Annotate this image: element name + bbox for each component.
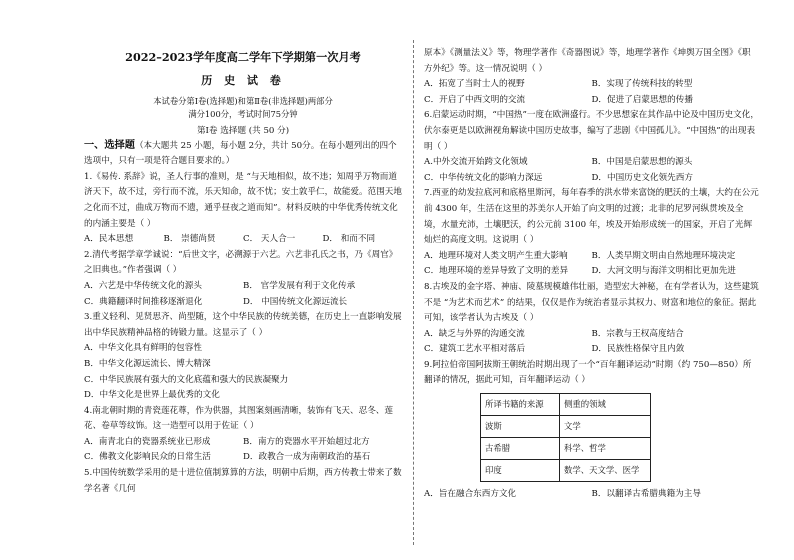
question-4 xyxy=(84,404,402,466)
table-cell: 文学 xyxy=(560,416,651,438)
question-stem: 4.南北朝时期的青瓷莲花尊，作为供器，其图案刻画清晰，装饰有飞天、忍冬、莲花、卷草等纹饰。这一造型可以用于佐证（ ） xyxy=(84,405,393,432)
option-row xyxy=(424,155,759,171)
option-d: D．中华文化是世界上最优秀的文化 xyxy=(84,390,220,401)
question-8 xyxy=(424,280,759,358)
section-instruction: （本大题共 25 小题，每小题 2分，共计 50分。在每小题列出的四个选项中，只有一项是符合题目要求的。） xyxy=(84,140,397,167)
table-row xyxy=(481,438,651,460)
option-d: D．民族性格保守且内敛 xyxy=(591,344,685,355)
question-stem: 5.中国传统数学采用的是十进位值制算算的方法，明朝中后期，西方传教士带来了数学名著《几何 xyxy=(84,468,402,494)
question-stem: 6.启蒙运动时期，“中国热”一度在欧洲盛行。不少思想家在其作品中论及中国历史文化，伏尔泰更是以欧洲视角解读中国历史故事，编写了悲剧《中国孤儿》。“中国热”的出现表明（ ） xyxy=(424,110,759,152)
option-a: A．缺乏与外界的沟通交流 xyxy=(424,328,525,339)
option-d: D．促进了启蒙思想的传播 xyxy=(591,94,693,105)
option-d: D．大河文明与海洋文明相比更加先进 xyxy=(591,266,736,277)
table-cell: 数学、天文学、医学 xyxy=(560,460,651,482)
exam-info-line-2: 满分100分，考试时间75分钟 xyxy=(188,109,298,120)
section-heading: 一、选择题 xyxy=(84,138,135,151)
question-2 xyxy=(84,248,402,310)
option-c: C．典籍翻译时间推移逐渐退化 xyxy=(84,296,203,307)
question-stem: 9.阿拉伯帝国阿拔斯王朝统治时期出现了一个“百年翻译运动”时期（约 750—850）所翻译的情况，据此可知，百年翻译运动（ ） xyxy=(424,359,752,386)
table-cell: 科学、哲学 xyxy=(560,438,651,460)
option-row xyxy=(424,93,759,109)
option-a: A．六艺是中华传统文化的源头 xyxy=(84,280,202,291)
option-row xyxy=(84,435,402,451)
option-b: B．以翻译古希腊典籍为主导 xyxy=(591,489,701,500)
left-column xyxy=(84,46,402,497)
question-stem: 8.古埃及的金字塔、神庙、陵墓规模雄伟壮丽，造型宏大神秘，在有学者认为，这些建筑不是 “为艺术而艺术” 的结果，仅仅是作为统治者显示其权力、财富和地位的象征。据此可知，该学者认为古埃及（ ） xyxy=(424,281,759,324)
table-cell: 印度 xyxy=(481,460,560,482)
table-row xyxy=(481,416,651,438)
option-a: A．南青北白的瓷器系统业已形成 xyxy=(84,436,211,447)
option-a: A．旨在融合东西方文化 xyxy=(424,489,517,500)
option-c: C． 天人合一 xyxy=(243,234,296,245)
option-row xyxy=(84,232,402,248)
column-divider xyxy=(413,40,414,545)
question-stem: 原本》《测量法义》等，物理学著作《奇器图说》等，地理学著作《坤舆万国全图》《职方外纪》等。这一情况说明（ ） xyxy=(424,48,751,74)
option-row xyxy=(424,342,759,358)
question-7 xyxy=(424,186,759,280)
option-c: C．中华民族展有强大的文化底蕴和强大的民族凝聚力 xyxy=(84,374,289,385)
option-a: A．中华文化具有鲜明的包容性 xyxy=(84,343,202,354)
option-d: D． 中国传统文化源远流长 xyxy=(243,296,348,307)
exam-info-line-1: 本试卷分第Ⅰ卷(选择题)和第Ⅱ卷(非选择题)两部分 xyxy=(153,95,333,106)
option-d: D．政教合一成为南朝政治的基石 xyxy=(243,452,371,463)
option-row xyxy=(84,295,402,311)
option-a: A．拓宽了当时士人的视野 xyxy=(424,79,525,90)
option-c: C．建筑工艺水平相对落后 xyxy=(424,344,526,355)
exam-title: 2022–2023学年度高二学年下学期第一次月考 xyxy=(125,50,361,64)
option-row xyxy=(424,264,759,280)
option-row xyxy=(424,171,759,187)
option-row xyxy=(84,450,402,466)
option-b: B．南方的瓷器水平开始超过北方 xyxy=(243,436,370,447)
option-b: B．中国是启蒙思想的源头 xyxy=(591,157,693,168)
option-d: D．中国历史文化领先西方 xyxy=(591,172,693,183)
option-row xyxy=(84,279,402,295)
question-stem: 1.《易传. 系辞》说，圣人行事的准则，是 “与天地相似，故不违；知周乎万物而道济天下，故不过，旁行而不流，乐天知命，故不忧；安土敦乎仁，故能爱。范围天地之化而不过，曲成万物而不遗，通乎昼夜之道而知”。材料反映的中华优秀传统文化的内涵主要是（ ） xyxy=(84,171,402,229)
option-row xyxy=(424,327,759,343)
question-3 xyxy=(84,310,402,404)
option-a: A．民本思想 xyxy=(84,234,134,245)
question-5-continued xyxy=(424,46,759,108)
option-row xyxy=(424,249,759,265)
table-cell: 古希腊 xyxy=(481,438,560,460)
question-5 xyxy=(84,466,402,497)
question-6 xyxy=(424,108,759,186)
part-title: 第Ⅰ卷 选择题 (共 50 分) xyxy=(196,125,290,136)
section-header xyxy=(84,138,402,170)
option-b: B．宗教与王权高度结合 xyxy=(591,328,684,339)
option-c: C．开启了中西文明的交流 xyxy=(424,94,526,105)
translation-table xyxy=(480,393,651,482)
question-stem: 3.重义轻利、见贤思齐、尚型随，这个中华民族的传统美德，在历史上一直影响发展出中华民族精神品格的铸锻力量。这显示了（ ） xyxy=(84,312,402,338)
subject-title: 历 史 试 卷 xyxy=(201,74,285,87)
option-a: A．地理环境对人类文明产生重大影响 xyxy=(424,250,568,261)
table-header-cell: 侧重的领域 xyxy=(560,394,651,416)
option-b: B． 崇德尚贤 xyxy=(163,234,216,245)
table-header-cell: 所译书籍的来源 xyxy=(481,394,560,416)
option-c: C．佛教文化影响民众的日常生活 xyxy=(84,452,211,463)
option-a: A.中外交流开始跨文化领域 xyxy=(424,157,528,168)
option-b: B．中华文化源远流长、博大精深 xyxy=(84,358,211,369)
option-c: C．中华传统文化的影响力深远 xyxy=(424,172,543,183)
option-row xyxy=(424,487,759,503)
option-b: B．实现了传统科技的转型 xyxy=(591,79,693,90)
question-1 xyxy=(84,170,402,248)
question-9 xyxy=(424,358,759,503)
right-column xyxy=(424,46,759,503)
question-stem: 2.清代考据学章学诚说：“后世文字，必溯源于六艺。六艺非孔氏之书，乃《周官》之旧典也。”作者强调（ ） xyxy=(84,249,398,276)
option-b: B． 官学发展有利于文化传承 xyxy=(243,280,356,291)
question-stem: 7.西亚的幼发拉底河和底格里斯河，每年春季的洪水带来富饶的肥沃的土壤，大约在公元前 4300 年，生活在这里的苏美尔人开始了向文明的过渡；北非的尼罗河纵贯埃及全境，水量充沛，土壤肥沃，约公元前 3100 年，埃及开始形成统一的国家，开启了光辉灿烂的高度文明。这说明（ ） xyxy=(424,188,759,246)
table-header-row xyxy=(481,394,651,416)
option-row xyxy=(424,77,759,93)
table-cell: 波斯 xyxy=(481,416,560,438)
table-row xyxy=(481,460,651,482)
option-c: C．地理环境的差异导致了文明的差异 xyxy=(424,266,569,277)
option-d: D． 和而不同 xyxy=(322,234,376,245)
option-b: B．人类早期文明由自然地理环境决定 xyxy=(591,250,736,261)
